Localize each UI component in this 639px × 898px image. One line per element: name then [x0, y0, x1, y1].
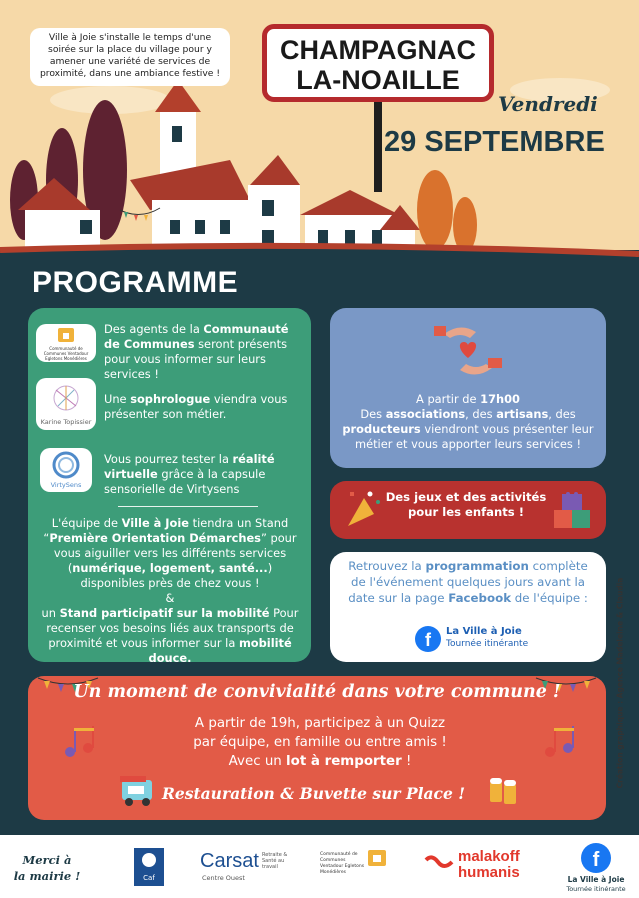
beer-mugs-icon	[486, 772, 522, 808]
stand-b5: Stand participatif sur la mobilité	[59, 606, 270, 620]
stand-b1: Ville à Joie	[121, 516, 189, 530]
quiz-l3-a: Avec un	[228, 754, 287, 769]
malakoff-logo	[424, 848, 544, 886]
item3-text-b: grâce à la capsule sensorielle de Virtysens	[104, 467, 266, 496]
quiz-l3-b: !	[401, 754, 412, 769]
assoc-b1: associations	[385, 407, 466, 421]
hands-heart-icon	[430, 318, 506, 380]
communaute-footer-text: Communauté de Communes Ventadour Egletons Monédières	[320, 852, 365, 875]
thanks-line2: la mairie !	[13, 869, 81, 883]
fb-b1: programmation	[425, 559, 529, 573]
assoc-t3: , des	[548, 407, 576, 421]
facebook-page-link[interactable]	[414, 624, 594, 654]
ville-a-joie-logo	[556, 842, 636, 894]
sophrologue-name: Karine Topissier	[40, 418, 92, 426]
malakoff-wave-icon	[424, 854, 454, 874]
stand-t2: tiendra un Stand “	[43, 516, 289, 545]
stand-t6: Pour recenser vos besoins liés aux transports de proximité et vous informer sur la	[46, 606, 299, 650]
food-drinks-text: Restauration & Buvette sur Place !	[162, 784, 466, 803]
item2-text-b: viendra vous présenter son métier.	[104, 392, 288, 421]
stand-t5: un	[41, 606, 60, 620]
town-name-line1: CHAMPAGNAC	[280, 35, 476, 65]
caf-logo	[134, 848, 164, 886]
quiz-text	[120, 714, 520, 771]
item2-text-bold: sophrologue	[130, 392, 211, 406]
music-notes-icon	[60, 722, 100, 762]
facebook-info-text	[344, 558, 592, 606]
item-communaute	[104, 322, 308, 382]
kids-activities-text: Des jeux et des activités pour les enfants !	[385, 490, 547, 519]
communaute-logo	[36, 324, 96, 362]
graphic-credit-text: Création graphique : Agence Madeleine & Claudia	[615, 577, 625, 789]
thanks-text	[10, 852, 84, 884]
stand-b3: numérique, logement, santé...	[72, 561, 268, 575]
fb-b2: Facebook	[448, 591, 512, 605]
assoc-b3: producteurs	[342, 422, 421, 436]
ville-a-joie-sub: Tournée itinérante	[566, 885, 626, 893]
thanks-line1: Merci à	[22, 853, 72, 867]
sign-pole	[374, 102, 382, 192]
carsat-side: Retraite & Santé au travail	[262, 852, 288, 870]
item2-text-a: Une	[104, 392, 131, 406]
event-date: 29 SEPTEMBRE	[384, 126, 605, 158]
assoc-time: 17h00	[480, 392, 520, 406]
fb-t2: complète de l'événement quelques jours avant la date sur la page	[348, 559, 588, 605]
communaute-footer-icon	[366, 848, 388, 870]
event-weekday: Vendredi	[498, 92, 598, 116]
dandelion-icon	[36, 378, 96, 418]
party-popper-icon	[340, 486, 384, 532]
virtysens-logo	[40, 448, 92, 492]
quiz-line2: par équipe, en famille ou entre amis !	[193, 735, 447, 750]
item-sophrologue	[104, 392, 304, 422]
associations-text	[340, 392, 596, 452]
assoc-t4: viendront vous présenter leur métier et vous apporter leurs services !	[354, 422, 594, 451]
malakoff-line1: malakoff	[458, 848, 520, 865]
circle-logo-icon	[40, 448, 92, 482]
item3-text-bold: réalité virtuelle	[104, 452, 275, 481]
facebook-footer-icon	[580, 842, 612, 874]
intro-text-box	[30, 28, 230, 86]
assoc-b2: artisans	[496, 407, 549, 421]
caf-star-icon	[134, 848, 164, 872]
stand-b2: Première Orientation Démarches	[49, 531, 261, 545]
svg-text:f: f	[592, 849, 600, 871]
ville-a-joie-name: La Ville à Joie	[567, 875, 625, 884]
stand-t3: ” pour vous aiguiller vers les différents services (	[53, 531, 297, 575]
carsat-sub: Centre Ouest	[202, 874, 245, 882]
facebook-page-name: La Ville à Joie	[446, 626, 522, 637]
facebook-icon	[414, 625, 442, 653]
sophrologue-logo	[36, 378, 96, 430]
item1-text-a: Des agents de la	[104, 322, 204, 336]
music-notes-icon-right	[540, 722, 580, 762]
graphic-credit	[613, 577, 627, 789]
assoc-t1: Des	[360, 407, 386, 421]
fb-t3: de l'équipe :	[511, 591, 588, 605]
town-name-line2: LA-NOAILLE	[296, 65, 460, 95]
item1-text-b: seront présents pour vous informer sur leurs services !	[104, 337, 288, 381]
stand-t4: ) disponibles près de chez vous !	[80, 561, 273, 590]
assoc-line1-a: A partir de	[416, 392, 481, 406]
quiz-line1: A partir de 19h, participez à un Quizz	[194, 716, 446, 731]
svg-text:f: f	[425, 630, 431, 650]
programme-title: PROGRAMME	[32, 266, 239, 299]
intro-text: Ville à Joie s'installe le temps d'une soirée sur la place du village pour y amener une variété de services de proximité, dans une ambiance festive !	[39, 32, 221, 79]
communaute-footer-logo	[320, 846, 392, 886]
panel-divider	[118, 506, 258, 507]
stand-description	[36, 516, 304, 666]
carsat-name: Carsat	[200, 850, 259, 872]
virtysens-name: VirtySens	[50, 481, 82, 489]
fb-t1: Retrouvez la	[348, 559, 426, 573]
assoc-t2: , des	[465, 407, 497, 421]
facebook-page-sub: Tournée itinérante	[446, 639, 529, 649]
building-blocks-icon	[550, 490, 596, 532]
stand-amp: &	[165, 591, 175, 605]
quiz-line3	[120, 752, 520, 771]
stand-t1: L'équipe de	[51, 516, 122, 530]
quiz-prize: lot à remporter	[286, 754, 402, 769]
caf-label: Caf	[143, 874, 155, 882]
communaute-logo-text: Communauté de Communes Ventadour Egletons Monédières	[43, 346, 89, 361]
town-sign	[262, 24, 494, 102]
malakoff-line2: humanis	[458, 864, 520, 881]
item3-text-a: Vous pourrez tester la	[104, 452, 233, 466]
item1-text-bold: Communauté de Communes	[104, 322, 289, 351]
food-truck-icon	[118, 774, 158, 808]
stand-b6: mobilité douce.	[148, 636, 292, 665]
carsat-logo	[200, 850, 292, 884]
item-realite-virtuelle	[104, 452, 308, 497]
conviviality-headline: Un moment de convivialité dans votre commune !	[73, 682, 561, 702]
